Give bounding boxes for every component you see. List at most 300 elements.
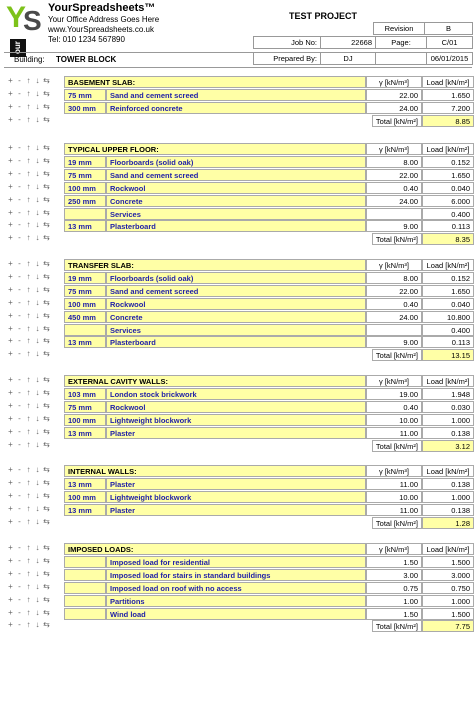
section-title[interactable]: INTERNAL WALLS:: [64, 465, 366, 477]
add-icon[interactable]: +: [8, 555, 13, 565]
remove-icon[interactable]: -: [18, 76, 21, 85]
date-value[interactable]: 06/01/2015: [427, 53, 473, 65]
material-cell[interactable]: Floorboards (solid oak): [106, 156, 366, 168]
swap-icon[interactable]: ⇆: [43, 101, 50, 111]
load-cell[interactable]: 3.000: [422, 569, 474, 581]
gamma-cell[interactable]: 3.00: [366, 569, 422, 581]
move-down-icon[interactable]: ↓: [35, 220, 40, 230]
thickness-cell[interactable]: [64, 556, 106, 568]
add-icon[interactable]: +: [8, 155, 13, 165]
swap-icon[interactable]: ⇆: [43, 426, 50, 436]
add-icon[interactable]: +: [8, 400, 13, 410]
material-cell[interactable]: Rockwool: [106, 298, 366, 310]
remove-icon[interactable]: -: [18, 439, 21, 449]
add-icon[interactable]: +: [8, 477, 13, 487]
material-cell[interactable]: Partitions: [106, 595, 366, 607]
material-cell[interactable]: Plaster: [106, 478, 366, 490]
job-no-value[interactable]: 22668: [321, 37, 376, 49]
swap-icon[interactable]: ⇆: [43, 233, 50, 243]
load-cell[interactable]: 0.400: [422, 208, 474, 220]
thickness-cell[interactable]: 13 mm: [64, 504, 106, 516]
swap-icon[interactable]: ⇆: [43, 490, 50, 500]
swap-icon[interactable]: ⇆: [43, 284, 50, 294]
move-down-icon[interactable]: ↓: [35, 413, 40, 423]
add-icon[interactable]: +: [8, 323, 13, 333]
add-icon[interactable]: +: [8, 375, 13, 384]
swap-icon[interactable]: ⇆: [43, 143, 50, 152]
gamma-cell[interactable]: 0.40: [366, 298, 422, 310]
thickness-cell[interactable]: 100 mm: [64, 491, 106, 503]
thickness-cell[interactable]: [64, 582, 106, 594]
load-cell[interactable]: 7.200: [422, 102, 474, 114]
remove-icon[interactable]: -: [18, 194, 21, 204]
remove-icon[interactable]: -: [18, 297, 21, 307]
load-cell[interactable]: 1.650: [422, 169, 474, 181]
load-cell[interactable]: 0.750: [422, 582, 474, 594]
gamma-cell[interactable]: 1.50: [366, 608, 422, 620]
load-cell[interactable]: 1.000: [422, 414, 474, 426]
remove-icon[interactable]: -: [18, 516, 21, 526]
swap-icon[interactable]: ⇆: [43, 581, 50, 591]
material-cell[interactable]: Lightweight blockwork: [106, 414, 366, 426]
section-title[interactable]: EXTERNAL CAVITY WALLS:: [64, 375, 366, 387]
move-down-icon[interactable]: ↓: [35, 477, 40, 487]
thickness-cell[interactable]: [64, 569, 106, 581]
swap-icon[interactable]: ⇆: [43, 555, 50, 565]
move-down-icon[interactable]: ↓: [35, 516, 40, 526]
material-cell[interactable]: Services: [106, 208, 366, 220]
move-down-icon[interactable]: ↓: [35, 607, 40, 617]
load-cell[interactable]: 0.138: [422, 478, 474, 490]
swap-icon[interactable]: ⇆: [43, 620, 50, 630]
add-icon[interactable]: +: [8, 271, 13, 281]
swap-icon[interactable]: ⇆: [43, 387, 50, 397]
add-icon[interactable]: +: [8, 516, 13, 526]
add-icon[interactable]: +: [8, 465, 13, 474]
material-cell[interactable]: Reinforced concrete: [106, 102, 366, 114]
remove-icon[interactable]: -: [18, 207, 21, 217]
remove-icon[interactable]: -: [18, 465, 21, 474]
move-up-icon[interactable]: ↑: [26, 114, 31, 124]
thickness-cell[interactable]: 13 mm: [64, 478, 106, 490]
add-icon[interactable]: +: [8, 101, 13, 111]
add-icon[interactable]: +: [8, 490, 13, 500]
material-cell[interactable]: Imposed load for residential: [106, 556, 366, 568]
swap-icon[interactable]: ⇆: [43, 477, 50, 487]
swap-icon[interactable]: ⇆: [43, 297, 50, 307]
remove-icon[interactable]: -: [18, 284, 21, 294]
gamma-cell[interactable]: [366, 324, 422, 336]
remove-icon[interactable]: -: [18, 594, 21, 604]
move-up-icon[interactable]: ↑: [26, 101, 31, 111]
move-up-icon[interactable]: ↑: [26, 555, 31, 565]
material-cell[interactable]: Concrete: [106, 311, 366, 323]
add-icon[interactable]: +: [8, 194, 13, 204]
move-up-icon[interactable]: ↑: [26, 297, 31, 307]
remove-icon[interactable]: -: [18, 143, 21, 152]
thickness-cell[interactable]: 13 mm: [64, 427, 106, 439]
remove-icon[interactable]: -: [18, 490, 21, 500]
thickness-cell[interactable]: [64, 324, 106, 336]
remove-icon[interactable]: -: [18, 568, 21, 578]
add-icon[interactable]: +: [8, 207, 13, 217]
swap-icon[interactable]: ⇆: [43, 413, 50, 423]
add-icon[interactable]: +: [8, 543, 13, 552]
thickness-cell[interactable]: 450 mm: [64, 311, 106, 323]
thickness-cell[interactable]: 300 mm: [64, 102, 106, 114]
load-cell[interactable]: 6.000: [422, 195, 474, 207]
move-up-icon[interactable]: ↑: [26, 76, 31, 85]
material-cell[interactable]: London stock brickwork: [106, 388, 366, 400]
material-cell[interactable]: Plaster: [106, 504, 366, 516]
add-icon[interactable]: +: [8, 297, 13, 307]
load-cell[interactable]: 0.400: [422, 324, 474, 336]
remove-icon[interactable]: -: [18, 400, 21, 410]
swap-icon[interactable]: ⇆: [43, 543, 50, 552]
move-up-icon[interactable]: ↑: [26, 594, 31, 604]
move-up-icon[interactable]: ↑: [26, 543, 31, 552]
move-down-icon[interactable]: ↓: [35, 620, 40, 630]
gamma-cell[interactable]: 9.00: [366, 220, 422, 232]
thickness-cell[interactable]: [64, 608, 106, 620]
move-down-icon[interactable]: ↓: [35, 439, 40, 449]
add-icon[interactable]: +: [8, 568, 13, 578]
move-down-icon[interactable]: ↓: [35, 76, 40, 85]
move-down-icon[interactable]: ↓: [35, 323, 40, 333]
move-up-icon[interactable]: ↑: [26, 143, 31, 152]
move-down-icon[interactable]: ↓: [35, 490, 40, 500]
section-title[interactable]: TYPICAL UPPER FLOOR:: [64, 143, 366, 155]
load-cell[interactable]: 0.040: [422, 298, 474, 310]
move-down-icon[interactable]: ↓: [35, 143, 40, 152]
load-cell[interactable]: 1.650: [422, 89, 474, 101]
gamma-cell[interactable]: 24.00: [366, 311, 422, 323]
swap-icon[interactable]: ⇆: [43, 516, 50, 526]
load-cell[interactable]: 0.113: [422, 336, 474, 348]
move-up-icon[interactable]: ↑: [26, 426, 31, 436]
remove-icon[interactable]: -: [18, 503, 21, 513]
thickness-cell[interactable]: 75 mm: [64, 169, 106, 181]
add-icon[interactable]: +: [8, 387, 13, 397]
add-icon[interactable]: +: [8, 620, 13, 630]
thickness-cell[interactable]: 250 mm: [64, 195, 106, 207]
swap-icon[interactable]: ⇆: [43, 271, 50, 281]
gamma-cell[interactable]: 1.00: [366, 595, 422, 607]
remove-icon[interactable]: -: [18, 220, 21, 230]
move-down-icon[interactable]: ↓: [35, 114, 40, 124]
swap-icon[interactable]: ⇆: [43, 310, 50, 320]
move-down-icon[interactable]: ↓: [35, 426, 40, 436]
swap-icon[interactable]: ⇆: [43, 76, 50, 85]
material-cell[interactable]: Wind load: [106, 608, 366, 620]
move-up-icon[interactable]: ↑: [26, 568, 31, 578]
thickness-cell[interactable]: [64, 208, 106, 220]
swap-icon[interactable]: ⇆: [43, 568, 50, 578]
move-up-icon[interactable]: ↑: [26, 349, 31, 359]
gamma-cell[interactable]: 19.00: [366, 388, 422, 400]
load-cell[interactable]: 1.000: [422, 491, 474, 503]
add-icon[interactable]: +: [8, 181, 13, 191]
move-down-icon[interactable]: ↓: [35, 297, 40, 307]
move-down-icon[interactable]: ↓: [35, 233, 40, 243]
thickness-cell[interactable]: 19 mm: [64, 156, 106, 168]
swap-icon[interactable]: ⇆: [43, 465, 50, 474]
swap-icon[interactable]: ⇆: [43, 336, 50, 346]
remove-icon[interactable]: -: [18, 426, 21, 436]
load-cell[interactable]: 0.030: [422, 401, 474, 413]
thickness-cell[interactable]: 75 mm: [64, 401, 106, 413]
move-down-icon[interactable]: ↓: [35, 181, 40, 191]
remove-icon[interactable]: -: [18, 181, 21, 191]
move-down-icon[interactable]: ↓: [35, 594, 40, 604]
move-up-icon[interactable]: ↑: [26, 310, 31, 320]
material-cell[interactable]: Plasterboard: [106, 220, 366, 232]
move-up-icon[interactable]: ↑: [26, 439, 31, 449]
load-cell[interactable]: 0.113: [422, 220, 474, 232]
swap-icon[interactable]: ⇆: [43, 594, 50, 604]
thickness-cell[interactable]: 100 mm: [64, 414, 106, 426]
move-up-icon[interactable]: ↑: [26, 284, 31, 294]
load-cell[interactable]: 1.948: [422, 388, 474, 400]
swap-icon[interactable]: ⇆: [43, 114, 50, 124]
remove-icon[interactable]: -: [18, 555, 21, 565]
remove-icon[interactable]: -: [18, 155, 21, 165]
thickness-cell[interactable]: [64, 595, 106, 607]
move-down-icon[interactable]: ↓: [35, 101, 40, 111]
revision-value[interactable]: B: [425, 23, 473, 35]
add-icon[interactable]: +: [8, 114, 13, 124]
material-cell[interactable]: Rockwool: [106, 401, 366, 413]
swap-icon[interactable]: ⇆: [43, 607, 50, 617]
add-icon[interactable]: +: [8, 349, 13, 359]
move-down-icon[interactable]: ↓: [35, 336, 40, 346]
gamma-cell[interactable]: 9.00: [366, 336, 422, 348]
gamma-cell[interactable]: 8.00: [366, 156, 422, 168]
move-down-icon[interactable]: ↓: [35, 155, 40, 165]
swap-icon[interactable]: ⇆: [43, 181, 50, 191]
add-icon[interactable]: +: [8, 143, 13, 152]
gamma-cell[interactable]: 24.00: [366, 195, 422, 207]
move-up-icon[interactable]: ↑: [26, 607, 31, 617]
move-up-icon[interactable]: ↑: [26, 207, 31, 217]
move-down-icon[interactable]: ↓: [35, 387, 40, 397]
gamma-cell[interactable]: 11.00: [366, 427, 422, 439]
material-cell[interactable]: Sand and cement screed: [106, 89, 366, 101]
move-up-icon[interactable]: ↑: [26, 413, 31, 423]
load-cell[interactable]: 0.138: [422, 504, 474, 516]
remove-icon[interactable]: -: [18, 88, 21, 98]
move-up-icon[interactable]: ↑: [26, 168, 31, 178]
load-cell[interactable]: 10.800: [422, 311, 474, 323]
load-cell[interactable]: 1.650: [422, 285, 474, 297]
load-cell[interactable]: 1.500: [422, 556, 474, 568]
remove-icon[interactable]: -: [18, 413, 21, 423]
gamma-cell[interactable]: 10.00: [366, 414, 422, 426]
add-icon[interactable]: +: [8, 594, 13, 604]
move-up-icon[interactable]: ↑: [26, 400, 31, 410]
move-up-icon[interactable]: ↑: [26, 194, 31, 204]
add-icon[interactable]: +: [8, 581, 13, 591]
material-cell[interactable]: Plaster: [106, 427, 366, 439]
add-icon[interactable]: +: [8, 503, 13, 513]
gamma-cell[interactable]: 22.00: [366, 89, 422, 101]
add-icon[interactable]: +: [8, 310, 13, 320]
move-down-icon[interactable]: ↓: [35, 555, 40, 565]
swap-icon[interactable]: ⇆: [43, 400, 50, 410]
move-up-icon[interactable]: ↑: [26, 375, 31, 384]
move-up-icon[interactable]: ↑: [26, 516, 31, 526]
page-value[interactable]: C/01: [427, 37, 473, 49]
thickness-cell[interactable]: 19 mm: [64, 272, 106, 284]
load-cell[interactable]: 0.152: [422, 272, 474, 284]
remove-icon[interactable]: -: [18, 581, 21, 591]
add-icon[interactable]: +: [8, 439, 13, 449]
thickness-cell[interactable]: 103 mm: [64, 388, 106, 400]
add-icon[interactable]: +: [8, 607, 13, 617]
move-up-icon[interactable]: ↑: [26, 259, 31, 268]
move-down-icon[interactable]: ↓: [35, 284, 40, 294]
gamma-cell[interactable]: 11.00: [366, 504, 422, 516]
load-cell[interactable]: 1.500: [422, 608, 474, 620]
thickness-cell[interactable]: 75 mm: [64, 89, 106, 101]
remove-icon[interactable]: -: [18, 323, 21, 333]
move-down-icon[interactable]: ↓: [35, 503, 40, 513]
swap-icon[interactable]: ⇆: [43, 155, 50, 165]
material-cell[interactable]: Lightweight blockwork: [106, 491, 366, 503]
gamma-cell[interactable]: [366, 208, 422, 220]
material-cell[interactable]: Floorboards (solid oak): [106, 272, 366, 284]
remove-icon[interactable]: -: [18, 114, 21, 124]
material-cell[interactable]: Sand and cement screed: [106, 169, 366, 181]
remove-icon[interactable]: -: [18, 168, 21, 178]
move-up-icon[interactable]: ↑: [26, 465, 31, 474]
remove-icon[interactable]: -: [18, 310, 21, 320]
thickness-cell[interactable]: 75 mm: [64, 285, 106, 297]
swap-icon[interactable]: ⇆: [43, 323, 50, 333]
gamma-cell[interactable]: 8.00: [366, 272, 422, 284]
thickness-cell[interactable]: 13 mm: [64, 220, 106, 232]
move-up-icon[interactable]: ↑: [26, 155, 31, 165]
move-up-icon[interactable]: ↑: [26, 387, 31, 397]
move-down-icon[interactable]: ↓: [35, 349, 40, 359]
move-down-icon[interactable]: ↓: [35, 310, 40, 320]
add-icon[interactable]: +: [8, 76, 13, 85]
move-down-icon[interactable]: ↓: [35, 465, 40, 474]
add-icon[interactable]: +: [8, 88, 13, 98]
add-icon[interactable]: +: [8, 426, 13, 436]
load-cell[interactable]: 0.152: [422, 156, 474, 168]
move-up-icon[interactable]: ↑: [26, 271, 31, 281]
remove-icon[interactable]: -: [18, 375, 21, 384]
gamma-cell[interactable]: 0.75: [366, 582, 422, 594]
gamma-cell[interactable]: 1.50: [366, 556, 422, 568]
move-down-icon[interactable]: ↓: [35, 400, 40, 410]
swap-icon[interactable]: ⇆: [43, 220, 50, 230]
move-up-icon[interactable]: ↑: [26, 88, 31, 98]
swap-icon[interactable]: ⇆: [43, 439, 50, 449]
material-cell[interactable]: Sand and cement screed: [106, 285, 366, 297]
swap-icon[interactable]: ⇆: [43, 503, 50, 513]
move-down-icon[interactable]: ↓: [35, 207, 40, 217]
gamma-cell[interactable]: 10.00: [366, 491, 422, 503]
add-icon[interactable]: +: [8, 168, 13, 178]
add-icon[interactable]: +: [8, 336, 13, 346]
move-down-icon[interactable]: ↓: [35, 194, 40, 204]
move-down-icon[interactable]: ↓: [35, 168, 40, 178]
remove-icon[interactable]: -: [18, 271, 21, 281]
gamma-cell[interactable]: 22.00: [366, 169, 422, 181]
gamma-cell[interactable]: 0.40: [366, 182, 422, 194]
move-down-icon[interactable]: ↓: [35, 375, 40, 384]
section-title[interactable]: BASEMENT SLAB:: [64, 76, 366, 88]
add-icon[interactable]: +: [8, 220, 13, 230]
swap-icon[interactable]: ⇆: [43, 207, 50, 217]
remove-icon[interactable]: -: [18, 349, 21, 359]
move-up-icon[interactable]: ↑: [26, 477, 31, 487]
building-value[interactable]: TOWER BLOCK: [56, 55, 117, 64]
move-up-icon[interactable]: ↑: [26, 181, 31, 191]
remove-icon[interactable]: -: [18, 233, 21, 243]
material-cell[interactable]: Imposed load on roof with no access: [106, 582, 366, 594]
remove-icon[interactable]: -: [18, 620, 21, 630]
material-cell[interactable]: Imposed load for stairs in standard buildings: [106, 569, 366, 581]
move-up-icon[interactable]: ↑: [26, 220, 31, 230]
thickness-cell[interactable]: 13 mm: [64, 336, 106, 348]
material-cell[interactable]: Concrete: [106, 195, 366, 207]
add-icon[interactable]: +: [8, 259, 13, 268]
move-up-icon[interactable]: ↑: [26, 490, 31, 500]
remove-icon[interactable]: -: [18, 543, 21, 552]
add-icon[interactable]: +: [8, 233, 13, 243]
move-up-icon[interactable]: ↑: [26, 233, 31, 243]
swap-icon[interactable]: ⇆: [43, 259, 50, 268]
section-title[interactable]: TRANSFER SLAB:: [64, 259, 366, 271]
load-cell[interactable]: 1.000: [422, 595, 474, 607]
remove-icon[interactable]: -: [18, 607, 21, 617]
move-up-icon[interactable]: ↑: [26, 336, 31, 346]
swap-icon[interactable]: ⇆: [43, 88, 50, 98]
gamma-cell[interactable]: 24.00: [366, 102, 422, 114]
remove-icon[interactable]: -: [18, 101, 21, 111]
move-down-icon[interactable]: ↓: [35, 543, 40, 552]
move-down-icon[interactable]: ↓: [35, 581, 40, 591]
move-down-icon[interactable]: ↓: [35, 568, 40, 578]
material-cell[interactable]: Services: [106, 324, 366, 336]
remove-icon[interactable]: -: [18, 477, 21, 487]
swap-icon[interactable]: ⇆: [43, 375, 50, 384]
thickness-cell[interactable]: 100 mm: [64, 182, 106, 194]
material-cell[interactable]: Rockwool: [106, 182, 366, 194]
swap-icon[interactable]: ⇆: [43, 349, 50, 359]
move-down-icon[interactable]: ↓: [35, 271, 40, 281]
remove-icon[interactable]: -: [18, 387, 21, 397]
add-icon[interactable]: +: [8, 284, 13, 294]
gamma-cell[interactable]: 22.00: [366, 285, 422, 297]
load-cell[interactable]: 0.138: [422, 427, 474, 439]
swap-icon[interactable]: ⇆: [43, 168, 50, 178]
move-up-icon[interactable]: ↑: [26, 323, 31, 333]
remove-icon[interactable]: -: [18, 259, 21, 268]
move-up-icon[interactable]: ↑: [26, 503, 31, 513]
move-down-icon[interactable]: ↓: [35, 88, 40, 98]
move-up-icon[interactable]: ↑: [26, 620, 31, 630]
move-up-icon[interactable]: ↑: [26, 581, 31, 591]
swap-icon[interactable]: ⇆: [43, 194, 50, 204]
gamma-cell[interactable]: 11.00: [366, 478, 422, 490]
material-cell[interactable]: Plasterboard: [106, 336, 366, 348]
section-title[interactable]: IMPOSED LOADS:: [64, 543, 366, 555]
add-icon[interactable]: +: [8, 413, 13, 423]
